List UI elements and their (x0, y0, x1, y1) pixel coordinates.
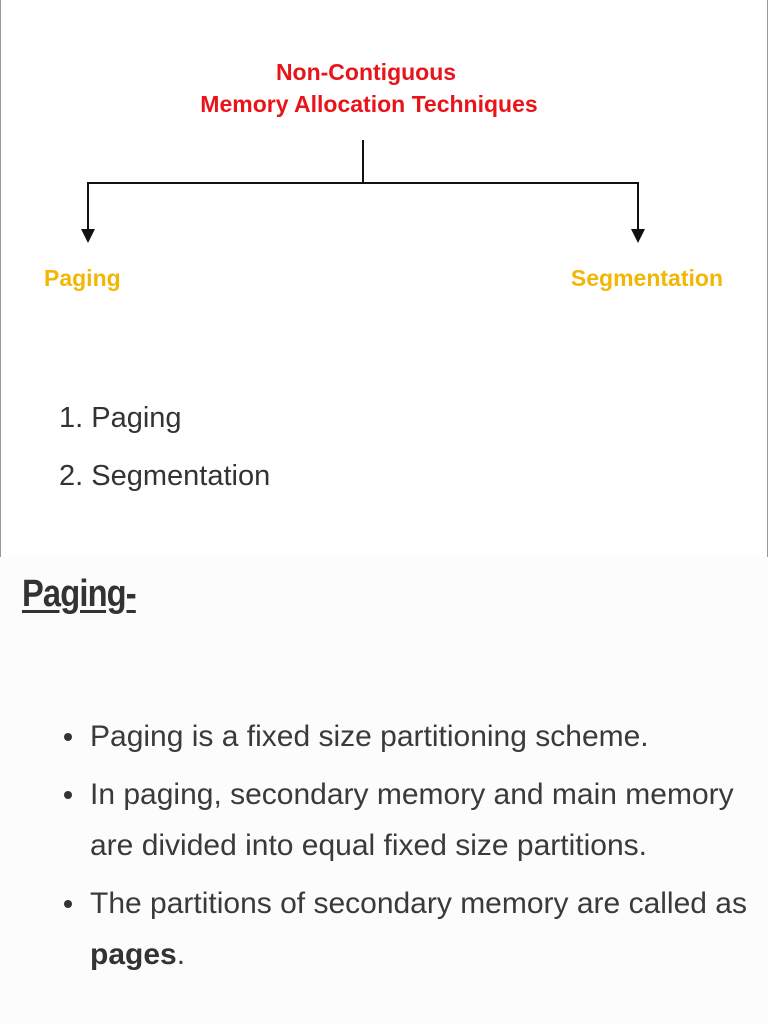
left-arrowhead-icon (81, 229, 95, 243)
bullet-text-end: . (176, 938, 186, 971)
paging-section (0, 557, 768, 1024)
bullet-text: Paging is a fixed size partitioning scheme. (90, 720, 649, 753)
left-node-label: Paging (44, 265, 121, 291)
techniques-list (59, 398, 270, 514)
right-node-label: Segmentation (570, 265, 723, 291)
bullet-item (62, 769, 752, 871)
section-heading: Paging- (22, 573, 136, 615)
bullet-item (62, 711, 752, 762)
bullet-text: In paging, secondary memory and main memory are divided into equal fixed size partitions. (90, 778, 734, 862)
paging-bullet-list (62, 711, 752, 987)
right-arrowhead-icon (631, 229, 645, 243)
bullet-item (62, 878, 752, 980)
bullet-bold-term: pages (90, 938, 177, 971)
list-item: 2. Segmentation (59, 460, 271, 492)
bullet-dot-icon (64, 900, 72, 908)
bullet-dot-icon (64, 733, 72, 741)
diagram-title-line2: Memory Allocation Techniques (200, 91, 538, 117)
diagram-title-line1: Non-Contiguous (275, 59, 457, 85)
tree-diagram (1, 0, 768, 330)
bullet-text: The partitions of secondary memory are called as (90, 887, 747, 920)
list-item: 1. Paging (59, 402, 182, 434)
bullet-dot-icon (64, 791, 72, 799)
